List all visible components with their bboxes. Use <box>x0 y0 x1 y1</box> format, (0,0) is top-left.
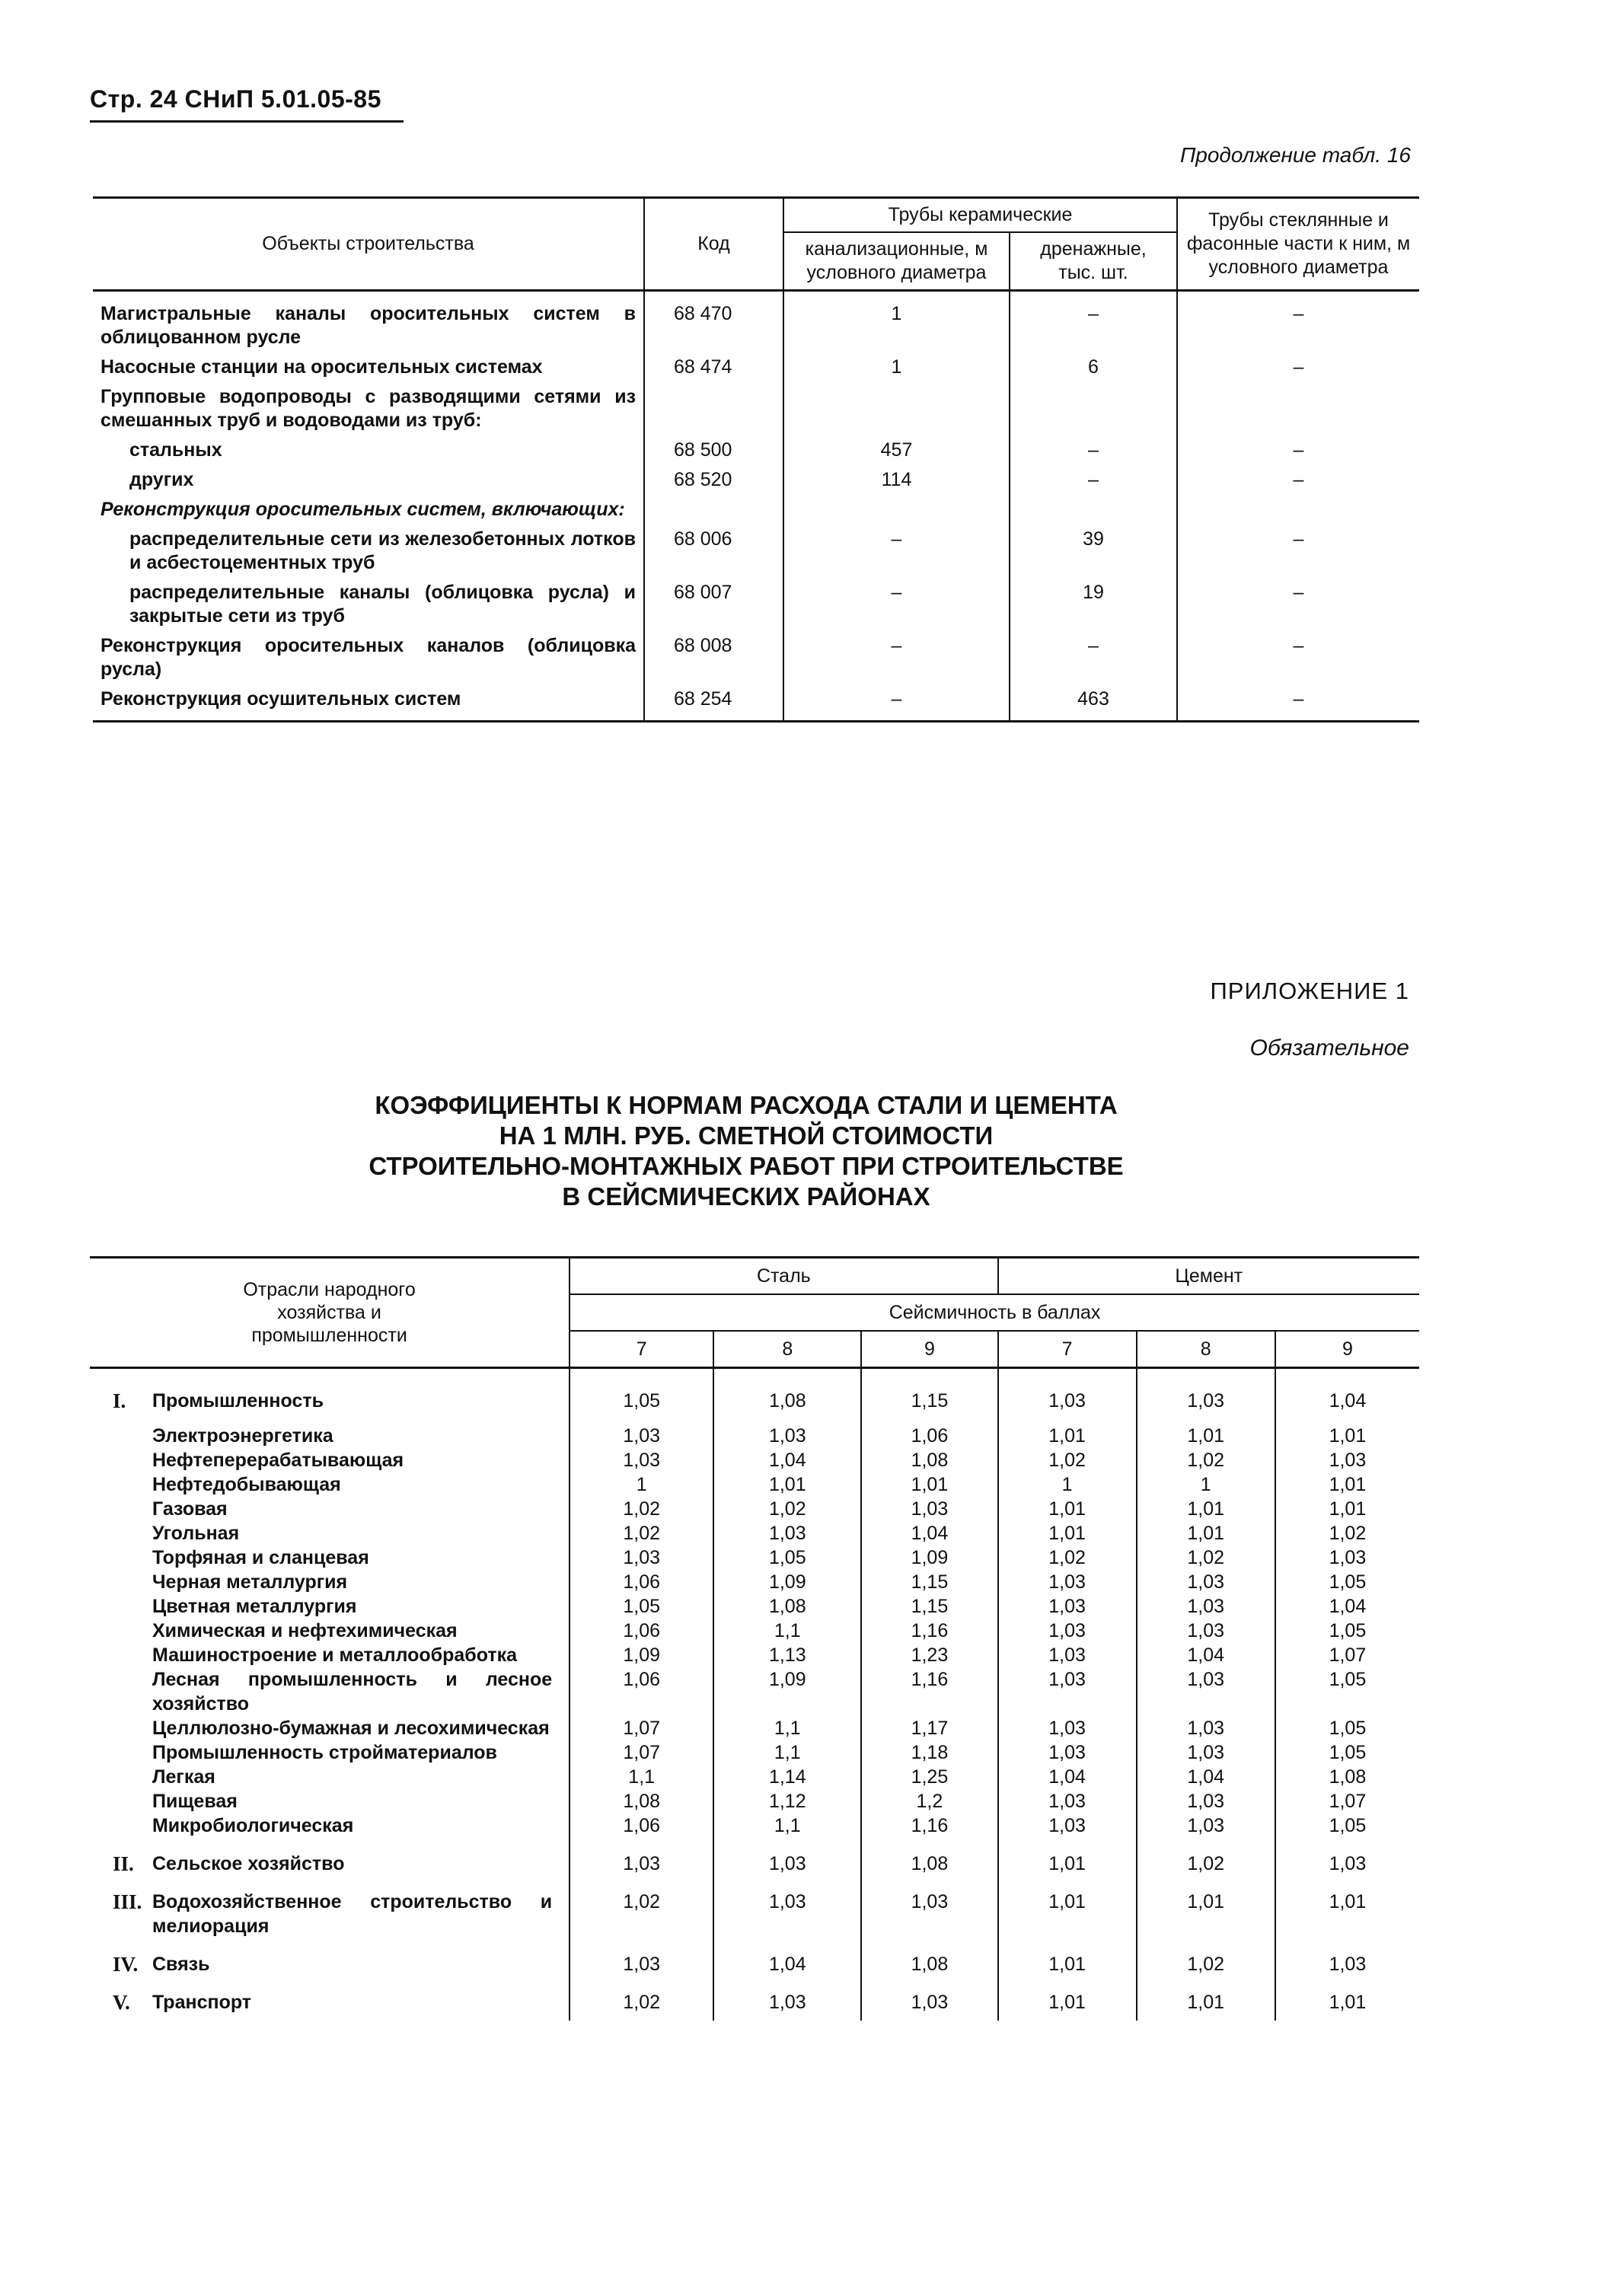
coefficient-value: 1,01 <box>1275 1424 1419 1448</box>
drain-value: – <box>1010 291 1177 353</box>
coefficient-value: 1,05 <box>570 1368 713 1424</box>
coefficient-value: 1,03 <box>1137 1594 1275 1619</box>
table-row <box>93 578 1419 631</box>
coefficient-value: 1,01 <box>1137 1497 1275 1521</box>
point-header: 9 <box>1275 1331 1419 1368</box>
sewer-value: 457 <box>783 435 1010 465</box>
coefficient-value: 1,01 <box>1275 1983 1419 2021</box>
coefficient-value: 1,03 <box>998 1619 1137 1643</box>
coefficient-value: 1,02 <box>570 1882 713 1944</box>
coefficient-value: 1,09 <box>713 1570 861 1594</box>
sewer-value: – <box>783 578 1010 631</box>
coefficient-value: 1,09 <box>570 1643 713 1667</box>
subgroup-indent <box>90 1448 148 1472</box>
subgroup-name: Угольная <box>152 1523 240 1544</box>
subgroup-name: Нефтеперерабатывающая <box>152 1450 404 1471</box>
coefficient-value: 1,05 <box>570 1594 713 1619</box>
point-header: 8 <box>1137 1331 1275 1368</box>
col-ceramic-header: Трубы керамические <box>783 198 1177 233</box>
coefficient-value: 1,02 <box>570 1497 713 1521</box>
table-row <box>93 435 1419 465</box>
subgroup-row <box>90 1472 1419 1497</box>
table-row <box>93 352 1419 382</box>
glass-value: – <box>1177 525 1419 578</box>
coefficient-value: 1,05 <box>1275 1716 1419 1740</box>
object-code <box>644 495 783 525</box>
drain-value: 19 <box>1010 578 1177 631</box>
col-seismic-header: Сейсмичность в баллах <box>570 1294 1419 1331</box>
coefficient-value: 1,08 <box>570 1789 713 1813</box>
subgroup-name: Промышленность стройматериалов <box>152 1742 497 1763</box>
table-continuation-label: Продолжение табл. 16 <box>1179 143 1411 167</box>
coefficient-value: 1,06 <box>570 1619 713 1643</box>
coefficient-value: 1,01 <box>1137 1882 1275 1944</box>
col-code-header: Код <box>644 198 783 291</box>
drain-value: – <box>1010 465 1177 495</box>
coefficient-value: 1,03 <box>861 1983 997 2021</box>
subgroup-indent <box>90 1546 148 1570</box>
object-code <box>644 382 783 435</box>
table-16 <box>93 196 1419 723</box>
coefficient-value: 1,1 <box>713 1619 861 1643</box>
coefficient-value: 1,18 <box>861 1740 997 1765</box>
coefficient-value: 1,07 <box>570 1716 713 1740</box>
page-header: Стр. 24 СНиП 5.01.05-85 <box>90 85 381 113</box>
coefficient-value: 1,05 <box>713 1546 861 1570</box>
glass-value <box>1177 382 1419 435</box>
coefficient-value: 1,03 <box>570 1546 713 1570</box>
subgroup-name: Химическая и нефтехимическая <box>152 1620 458 1641</box>
coefficient-value: 1,02 <box>713 1497 861 1521</box>
coefficient-value: 1,13 <box>713 1643 861 1667</box>
coefficient-value: 1,03 <box>570 1448 713 1472</box>
object-code: 68 006 <box>644 525 783 578</box>
object-code: 68 500 <box>644 435 783 465</box>
coefficient-value: 1,01 <box>1275 1882 1419 1944</box>
group-name: Промышленность <box>152 1390 324 1412</box>
drain-value: 6 <box>1010 352 1177 382</box>
subgroup-indent <box>90 1472 148 1497</box>
coefficient-value: 1,04 <box>1275 1368 1419 1424</box>
subgroup-indent <box>90 1789 148 1813</box>
coefficient-value: 1,02 <box>1137 1944 1275 1983</box>
subgroup-indent <box>90 1570 148 1594</box>
subgroup-name: Целлюлозно-бумажная и лесохимическая <box>152 1718 550 1739</box>
appendix-status: Обязательное <box>1249 1035 1409 1061</box>
coefficient-value: 1,05 <box>1275 1619 1419 1643</box>
sewer-value <box>783 382 1010 435</box>
coefficient-value: 1,03 <box>998 1643 1137 1667</box>
coefficient-value: 1,08 <box>713 1594 861 1619</box>
glass-value <box>1177 495 1419 525</box>
coefficient-value: 1,16 <box>861 1667 997 1716</box>
subgroup-row <box>90 1643 1419 1667</box>
coefficient-value: 1,03 <box>998 1594 1137 1619</box>
coefficient-value: 1,01 <box>1137 1424 1275 1448</box>
coefficient-value: 1,16 <box>861 1813 997 1844</box>
coefficient-value: 1,05 <box>1275 1813 1419 1844</box>
subgroup-indent <box>90 1667 148 1716</box>
glass-value: – <box>1177 578 1419 631</box>
coefficient-value: 1,16 <box>861 1619 997 1643</box>
glass-value: – <box>1177 631 1419 684</box>
subgroup-row <box>90 1667 1419 1716</box>
table-row <box>93 465 1419 495</box>
group-name: Транспорт <box>152 1992 252 2013</box>
coefficient-value: 1,17 <box>861 1716 997 1740</box>
drain-value: – <box>1010 435 1177 465</box>
coefficient-value: 1,06 <box>570 1667 713 1716</box>
col-drain-header: дренажные, тыс. шт. <box>1010 232 1177 291</box>
coefficient-value: 1,05 <box>1275 1740 1419 1765</box>
sewer-value: 1 <box>783 291 1010 353</box>
coefficient-value: 1,03 <box>998 1813 1137 1844</box>
group-row <box>90 1368 1419 1424</box>
coefficient-value: 1,1 <box>570 1765 713 1789</box>
coefficient-value: 1,01 <box>1137 1521 1275 1546</box>
coefficient-value: 1,03 <box>861 1882 997 1944</box>
subgroup-indent <box>90 1521 148 1546</box>
coefficient-value: 1,03 <box>1137 1667 1275 1716</box>
col-cement-header: Цемент <box>998 1258 1420 1295</box>
subgroup-indent <box>90 1765 148 1789</box>
coefficient-value: 1,08 <box>713 1368 861 1424</box>
coefficient-value: 1,04 <box>713 1944 861 1983</box>
subgroup-name: Цветная металлургия <box>152 1596 357 1617</box>
coefficient-value: 1,08 <box>861 1944 997 1983</box>
subgroup-row <box>90 1594 1419 1619</box>
col-branch-header: Отрасли народного хозяйства и промышленности <box>90 1258 570 1368</box>
coefficient-value: 1,03 <box>998 1570 1137 1594</box>
coefficient-value: 1,02 <box>1275 1521 1419 1546</box>
coefficient-value: 1,02 <box>570 1521 713 1546</box>
subgroup-name: Черная металлургия <box>152 1571 348 1593</box>
subgroup-name: Лесная промышленность и лесное хозяйство <box>152 1669 553 1715</box>
glass-value: – <box>1177 435 1419 465</box>
coefficient-value: 1,03 <box>998 1368 1137 1424</box>
coefficient-value: 1,03 <box>1137 1813 1275 1844</box>
coefficient-value: 1,04 <box>861 1521 997 1546</box>
table-row <box>93 684 1419 722</box>
coefficient-value: 1,2 <box>861 1789 997 1813</box>
glass-value: – <box>1177 465 1419 495</box>
coefficient-value: 1,03 <box>570 1944 713 1983</box>
coefficient-value: 1,01 <box>998 1944 1137 1983</box>
group-numeral: V. <box>113 1991 130 2014</box>
coefficient-value: 1 <box>1137 1472 1275 1497</box>
coefficient-value: 1,01 <box>998 1983 1137 2021</box>
title-line: СТРОИТЕЛЬНО-МОНТАЖНЫХ РАБОТ ПРИ СТРОИТЕЛЬСТВЕ <box>369 1152 1124 1180</box>
coefficient-value: 1,03 <box>570 1844 713 1882</box>
group-numeral: III. <box>113 1890 142 1913</box>
group-name: Водохозяйственное строительство и мелиорация <box>152 1891 553 1937</box>
subgroup-indent <box>90 1594 148 1619</box>
subgroup-indent <box>90 1813 148 1844</box>
coefficient-value: 1,01 <box>998 1497 1137 1521</box>
coefficient-value: 1,03 <box>1275 1944 1419 1983</box>
group-name: Связь <box>152 1954 210 1975</box>
object-code: 68 008 <box>644 631 783 684</box>
coefficient-value: 1,06 <box>570 1813 713 1844</box>
object-name: распределительные сети из железобетонных лотков и асбестоцементных труб <box>129 528 636 573</box>
drain-value: 39 <box>1010 525 1177 578</box>
group-numeral: IV. <box>113 1953 139 1976</box>
coefficient-value: 1,03 <box>1137 1570 1275 1594</box>
subgroup-indent <box>90 1716 148 1740</box>
coefficient-value: 1,07 <box>570 1740 713 1765</box>
group-row <box>90 1983 1419 2021</box>
subgroup-name: Пищевая <box>152 1791 238 1812</box>
subgroup-name: Микробиологическая <box>152 1815 354 1836</box>
coefficient-value: 1,1 <box>713 1740 861 1765</box>
glass-value: – <box>1177 291 1419 353</box>
title-line: КОЭФФИЦИЕНТЫ К НОРМАМ РАСХОДА СТАЛИ И ЦЕМЕНТА <box>375 1091 1118 1119</box>
coefficient-value: 1,03 <box>713 1844 861 1882</box>
coefficient-value: 1,03 <box>1275 1448 1419 1472</box>
coefficient-value: 1,04 <box>1137 1765 1275 1789</box>
coefficient-value: 1,03 <box>1275 1844 1419 1882</box>
col-glass-header: Трубы стеклянные и фасонные части к ним, м условного диаметра <box>1177 198 1419 291</box>
subgroup-indent <box>90 1643 148 1667</box>
coefficient-value: 1,03 <box>1275 1546 1419 1570</box>
coefficient-value: 1,15 <box>861 1594 997 1619</box>
drain-value <box>1010 495 1177 525</box>
coefficient-value: 1,03 <box>998 1716 1137 1740</box>
coefficient-value: 1,01 <box>998 1882 1137 1944</box>
subgroup-row <box>90 1424 1419 1448</box>
object-code: 68 520 <box>644 465 783 495</box>
object-code: 68 474 <box>644 352 783 382</box>
object-name: других <box>129 469 194 490</box>
coefficient-value: 1,01 <box>998 1424 1137 1448</box>
coefficient-value: 1,02 <box>1137 1448 1275 1472</box>
coefficient-value: 1,15 <box>861 1570 997 1594</box>
object-name: Реконструкция осушительных систем <box>93 684 644 722</box>
coefficient-value: 1,23 <box>861 1643 997 1667</box>
coefficient-value: 1,03 <box>713 1983 861 2021</box>
glass-value: – <box>1177 684 1419 722</box>
coefficient-value: 1,06 <box>861 1424 997 1448</box>
object-name: Реконструкция оросительных каналов (облицовка русла) <box>101 635 636 680</box>
point-header: 7 <box>998 1331 1137 1368</box>
coefficient-value: 1,01 <box>713 1472 861 1497</box>
appendix-title <box>289 1090 1203 1212</box>
table-row <box>93 382 1419 435</box>
sewer-value <box>783 495 1010 525</box>
appendix-label: ПРИЛОЖЕНИЕ 1 <box>1210 978 1409 1004</box>
coefficient-value: 1 <box>998 1472 1137 1497</box>
subgroup-name: Машиностроение и металлообработка <box>152 1644 518 1666</box>
coefficient-value: 1,08 <box>861 1844 997 1882</box>
object-name: Магистральные каналы оросительных систем в облицованном русле <box>101 303 636 348</box>
table-row <box>93 631 1419 684</box>
sewer-value: – <box>783 684 1010 722</box>
subgroup-row <box>90 1619 1419 1643</box>
coefficient-value: 1,03 <box>1137 1368 1275 1424</box>
coefficient-value: 1,03 <box>570 1424 713 1448</box>
coefficient-value: 1,09 <box>861 1546 997 1570</box>
coefficient-value: 1,07 <box>1275 1643 1419 1667</box>
coefficient-value: 1,12 <box>713 1789 861 1813</box>
coefficient-value: 1,04 <box>1275 1594 1419 1619</box>
subgroup-row <box>90 1448 1419 1472</box>
subgroup-row <box>90 1789 1419 1813</box>
coefficient-value: 1,01 <box>998 1521 1137 1546</box>
coefficient-value: 1,03 <box>713 1521 861 1546</box>
group-row <box>90 1844 1419 1882</box>
subgroup-row <box>90 1497 1419 1521</box>
coefficient-value: 1 <box>570 1472 713 1497</box>
subgroup-name: Торфяная и сланцевая <box>152 1547 369 1568</box>
table-16-body <box>93 291 1419 722</box>
coefficient-value: 1,03 <box>713 1424 861 1448</box>
group-numeral: II. <box>113 1852 134 1875</box>
point-header: 8 <box>713 1331 861 1368</box>
point-header: 7 <box>570 1331 713 1368</box>
coefficient-value: 1,06 <box>570 1570 713 1594</box>
col-objects-header: Объекты строительства <box>93 198 644 291</box>
coefficient-value: 1,03 <box>1137 1716 1275 1740</box>
title-line: НА 1 МЛН. РУБ. СМЕТНОЙ СТОИМОСТИ <box>499 1121 994 1150</box>
drain-value <box>1010 382 1177 435</box>
coefficient-value: 1,08 <box>861 1448 997 1472</box>
coefficient-value: 1,02 <box>1137 1546 1275 1570</box>
table-row <box>93 291 1419 353</box>
sewer-value: – <box>783 631 1010 684</box>
table-row <box>93 495 1419 525</box>
subgroup-indent <box>90 1424 148 1448</box>
sewer-value: – <box>783 525 1010 578</box>
object-name: Реконструкция оросительных систем, включающих: <box>101 499 625 520</box>
coefficient-value: 1,1 <box>713 1716 861 1740</box>
object-name: стальных <box>129 439 222 461</box>
subgroup-row <box>90 1546 1419 1570</box>
coefficient-value: 1,02 <box>570 1983 713 2021</box>
coefficient-value: 1,03 <box>1137 1619 1275 1643</box>
col-steel-header: Сталь <box>570 1258 997 1295</box>
coefficient-value: 1,14 <box>713 1765 861 1789</box>
glass-value: – <box>1177 352 1419 382</box>
drain-value: – <box>1010 631 1177 684</box>
group-name: Сельское хозяйство <box>152 1853 345 1874</box>
subgroup-indent <box>90 1619 148 1643</box>
subgroup-name: Легкая <box>152 1766 215 1788</box>
col-sewer-header: канализационные, м условного диаметра <box>783 232 1010 291</box>
coefficient-value: 1,05 <box>1275 1570 1419 1594</box>
coefficient-value: 1,04 <box>1137 1643 1275 1667</box>
coefficient-value: 1,03 <box>1137 1740 1275 1765</box>
subgroup-row <box>90 1813 1419 1844</box>
coefficient-value: 1,03 <box>998 1740 1137 1765</box>
coefficient-value: 1,07 <box>1275 1789 1419 1813</box>
coefficient-value: 1,02 <box>1137 1844 1275 1882</box>
coefficient-value: 1,08 <box>1275 1765 1419 1789</box>
coefficient-value: 1,03 <box>998 1667 1137 1716</box>
subgroup-name: Электроэнергетика <box>152 1425 333 1447</box>
group-numeral: I. <box>113 1389 126 1412</box>
coefficient-value: 1,1 <box>713 1813 861 1844</box>
object-code: 68 254 <box>644 684 783 722</box>
subgroup-row <box>90 1570 1419 1594</box>
coefficient-table-body <box>90 1368 1419 2021</box>
subgroup-row <box>90 1765 1419 1789</box>
coefficient-value: 1,03 <box>998 1789 1137 1813</box>
coefficient-value: 1,03 <box>713 1882 861 1944</box>
sewer-value: 114 <box>783 465 1010 495</box>
coefficient-value: 1,01 <box>998 1844 1137 1882</box>
object-name: Насосные станции на оросительных системах <box>101 356 543 378</box>
coefficient-value: 1,01 <box>861 1472 997 1497</box>
coefficient-value: 1,01 <box>1275 1497 1419 1521</box>
title-line: В СЕЙСМИЧЕСКИХ РАЙОНАХ <box>562 1182 930 1211</box>
coefficient-table <box>90 1256 1419 2021</box>
object-name: распределительные каналы (облицовка русла) и закрытые сети из труб <box>129 582 636 627</box>
coefficient-value: 1,01 <box>1275 1472 1419 1497</box>
sewer-value: 1 <box>783 352 1010 382</box>
coefficient-value: 1,01 <box>1137 1983 1275 2021</box>
subgroup-row <box>90 1521 1419 1546</box>
subgroup-row <box>90 1716 1419 1740</box>
coefficient-value: 1,02 <box>998 1546 1137 1570</box>
object-code: 68 007 <box>644 578 783 631</box>
coefficient-value: 1,04 <box>998 1765 1137 1789</box>
coefficient-value: 1,04 <box>713 1448 861 1472</box>
subgroup-indent <box>90 1497 148 1521</box>
coefficient-value: 1,15 <box>861 1368 997 1424</box>
header-underline <box>90 120 404 123</box>
point-header: 9 <box>861 1331 997 1368</box>
coefficient-value: 1,25 <box>861 1765 997 1789</box>
drain-value: 463 <box>1010 684 1177 722</box>
subgroup-row <box>90 1740 1419 1765</box>
table-row <box>93 525 1419 578</box>
group-row <box>90 1882 1419 1944</box>
coefficient-value: 1,03 <box>1137 1789 1275 1813</box>
coefficient-value: 1,05 <box>1275 1667 1419 1716</box>
coefficient-value: 1,03 <box>861 1497 997 1521</box>
object-code: 68 470 <box>644 291 783 353</box>
coefficient-value: 1,02 <box>998 1448 1137 1472</box>
group-row <box>90 1944 1419 1983</box>
subgroup-indent <box>90 1740 148 1765</box>
coefficient-value: 1,09 <box>713 1667 861 1716</box>
subgroup-name: Нефтедобывающая <box>152 1474 341 1495</box>
subgroup-name: Газовая <box>152 1498 228 1520</box>
object-name: Групповые водопроводы с разводящими сетями из смешанных труб и водоводами из труб: <box>101 386 636 431</box>
